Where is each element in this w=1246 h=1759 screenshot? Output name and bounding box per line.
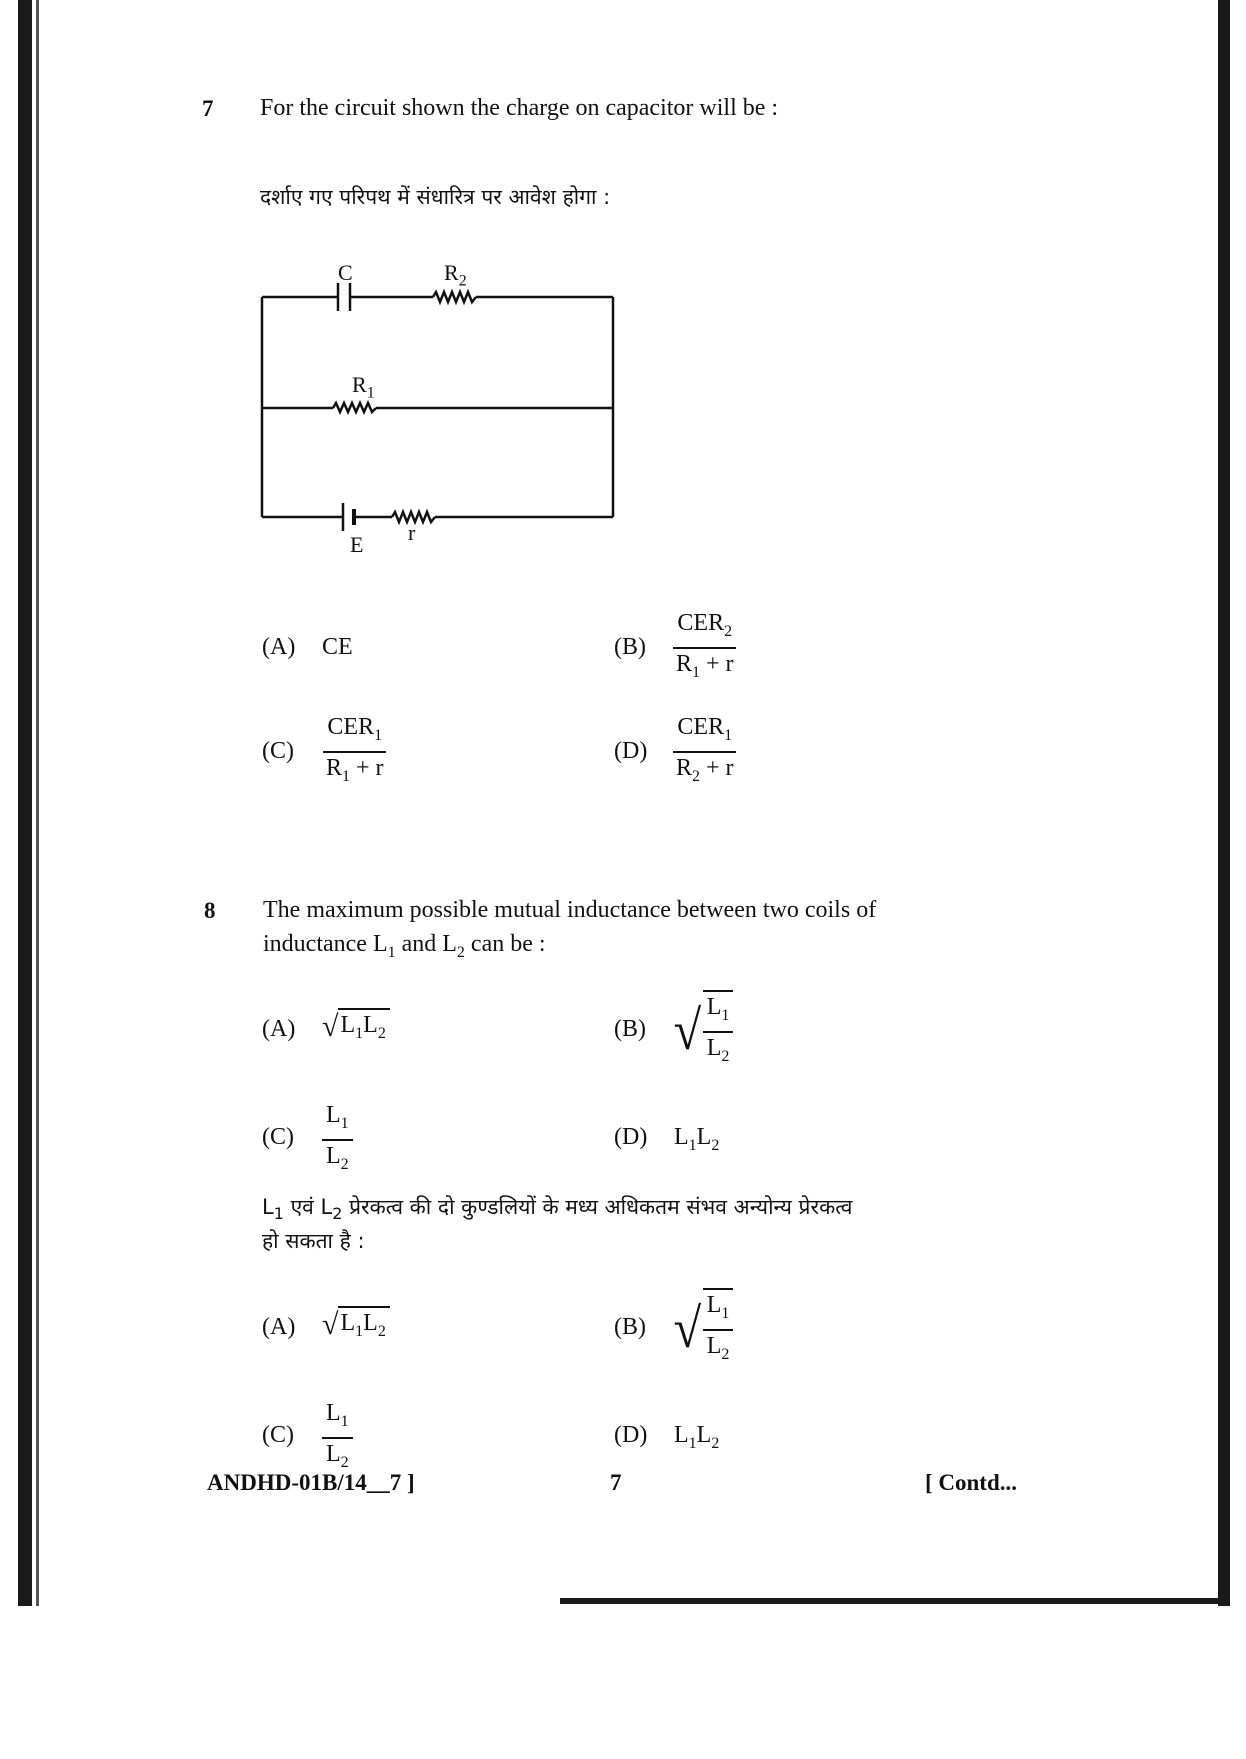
q8-en-option-b-label: (B) [614, 1016, 646, 1042]
q7-number: 7 [202, 96, 214, 121]
q8-en-option-a-label: (A) [262, 1016, 296, 1042]
label-r2: $R_2$ [444, 260, 467, 290]
label-battery: E [350, 532, 364, 557]
footer-page-number: 7 [610, 1470, 622, 1495]
resistor-r1 [333, 403, 376, 412]
q8-hindi-line2: हो सकता है : [262, 1229, 365, 1253]
q7-option-b-fraction: $CER_2$ $R_1 + r$ [672, 608, 738, 688]
circuit-diagram [250, 255, 630, 565]
q7-hindi-text: दर्शाए गए परिपथ में संधारित्र पर आवेश होगा : [260, 185, 611, 209]
label-capacitor: C [338, 260, 353, 285]
page-bottom-border [560, 1598, 1230, 1604]
label-internal-resistance: r [408, 520, 416, 545]
q8-en-option-c-label: (C) [262, 1124, 294, 1150]
page-left-border [18, 0, 32, 1606]
q8-hi-option-d-value: $L_1L_2$ [674, 1422, 720, 1452]
q7-option-d-label: (D) [614, 738, 648, 764]
q8-text-line2: inductance $L_1$ and $L_2$ can be : [263, 931, 546, 961]
q7-option-d-fraction: $CER_1$ $R_2 + r$ [672, 712, 738, 792]
footer-code: ANDHD-01B/14__7 ] [207, 1470, 415, 1495]
q8-en-option-b-sqrt-fraction: √ $\frac{L_1}{L_2}$ [672, 990, 733, 1072]
q8-hindi-line1: $L_1$ एवं $L_2$ प्रेरकत्व की दो कुण्डलियों के मध्य अधिकतम संभव अन्योन्य प्रेरकत्व [262, 1195, 853, 1224]
q8-hi-option-b-label: (B) [614, 1314, 646, 1340]
resistor-r2 [433, 292, 476, 302]
q7-option-a-label: (A) [262, 634, 296, 660]
q7-option-c-fraction: $CER_1$ $R_1 + r$ [322, 712, 388, 792]
q8-number: 8 [204, 898, 216, 923]
q8-en-option-a-sqrt: √ $L_1L_2$ [322, 1008, 390, 1046]
q8-hi-option-b-sqrt-fraction: √ $\frac{L_1}{L_2}$ [672, 1288, 733, 1370]
q8-hi-option-a-label: (A) [262, 1314, 296, 1340]
page-left-border-inner [36, 0, 39, 1606]
q8-hi-option-a-sqrt: √ $L_1L_2$ [322, 1306, 390, 1344]
page-right-border [1218, 0, 1230, 1606]
q8-hi-option-d-label: (D) [614, 1422, 648, 1448]
q7-option-c-label: (C) [262, 738, 294, 764]
q7-text: For the circuit shown the charge on capacitor will be : [260, 95, 779, 121]
q7-option-b-label: (B) [614, 634, 646, 660]
q8-en-option-c-fraction: $\frac{L_1}{L_2}$ [322, 1100, 353, 1180]
q8-en-option-d-value: $L_1L_2$ [674, 1124, 720, 1154]
footer-contd: [ Contd... [925, 1470, 1018, 1495]
q8-hi-option-c-label: (C) [262, 1422, 294, 1448]
q7-option-a-value: CE [322, 634, 353, 660]
q8-text-line1: The maximum possible mutual inductance between two coils of [263, 897, 877, 923]
q8-en-option-d-label: (D) [614, 1124, 648, 1150]
label-r1: $R_1$ [352, 372, 375, 402]
q8-hi-option-c-fraction: $\frac{L_1}{L_2}$ [322, 1398, 353, 1478]
